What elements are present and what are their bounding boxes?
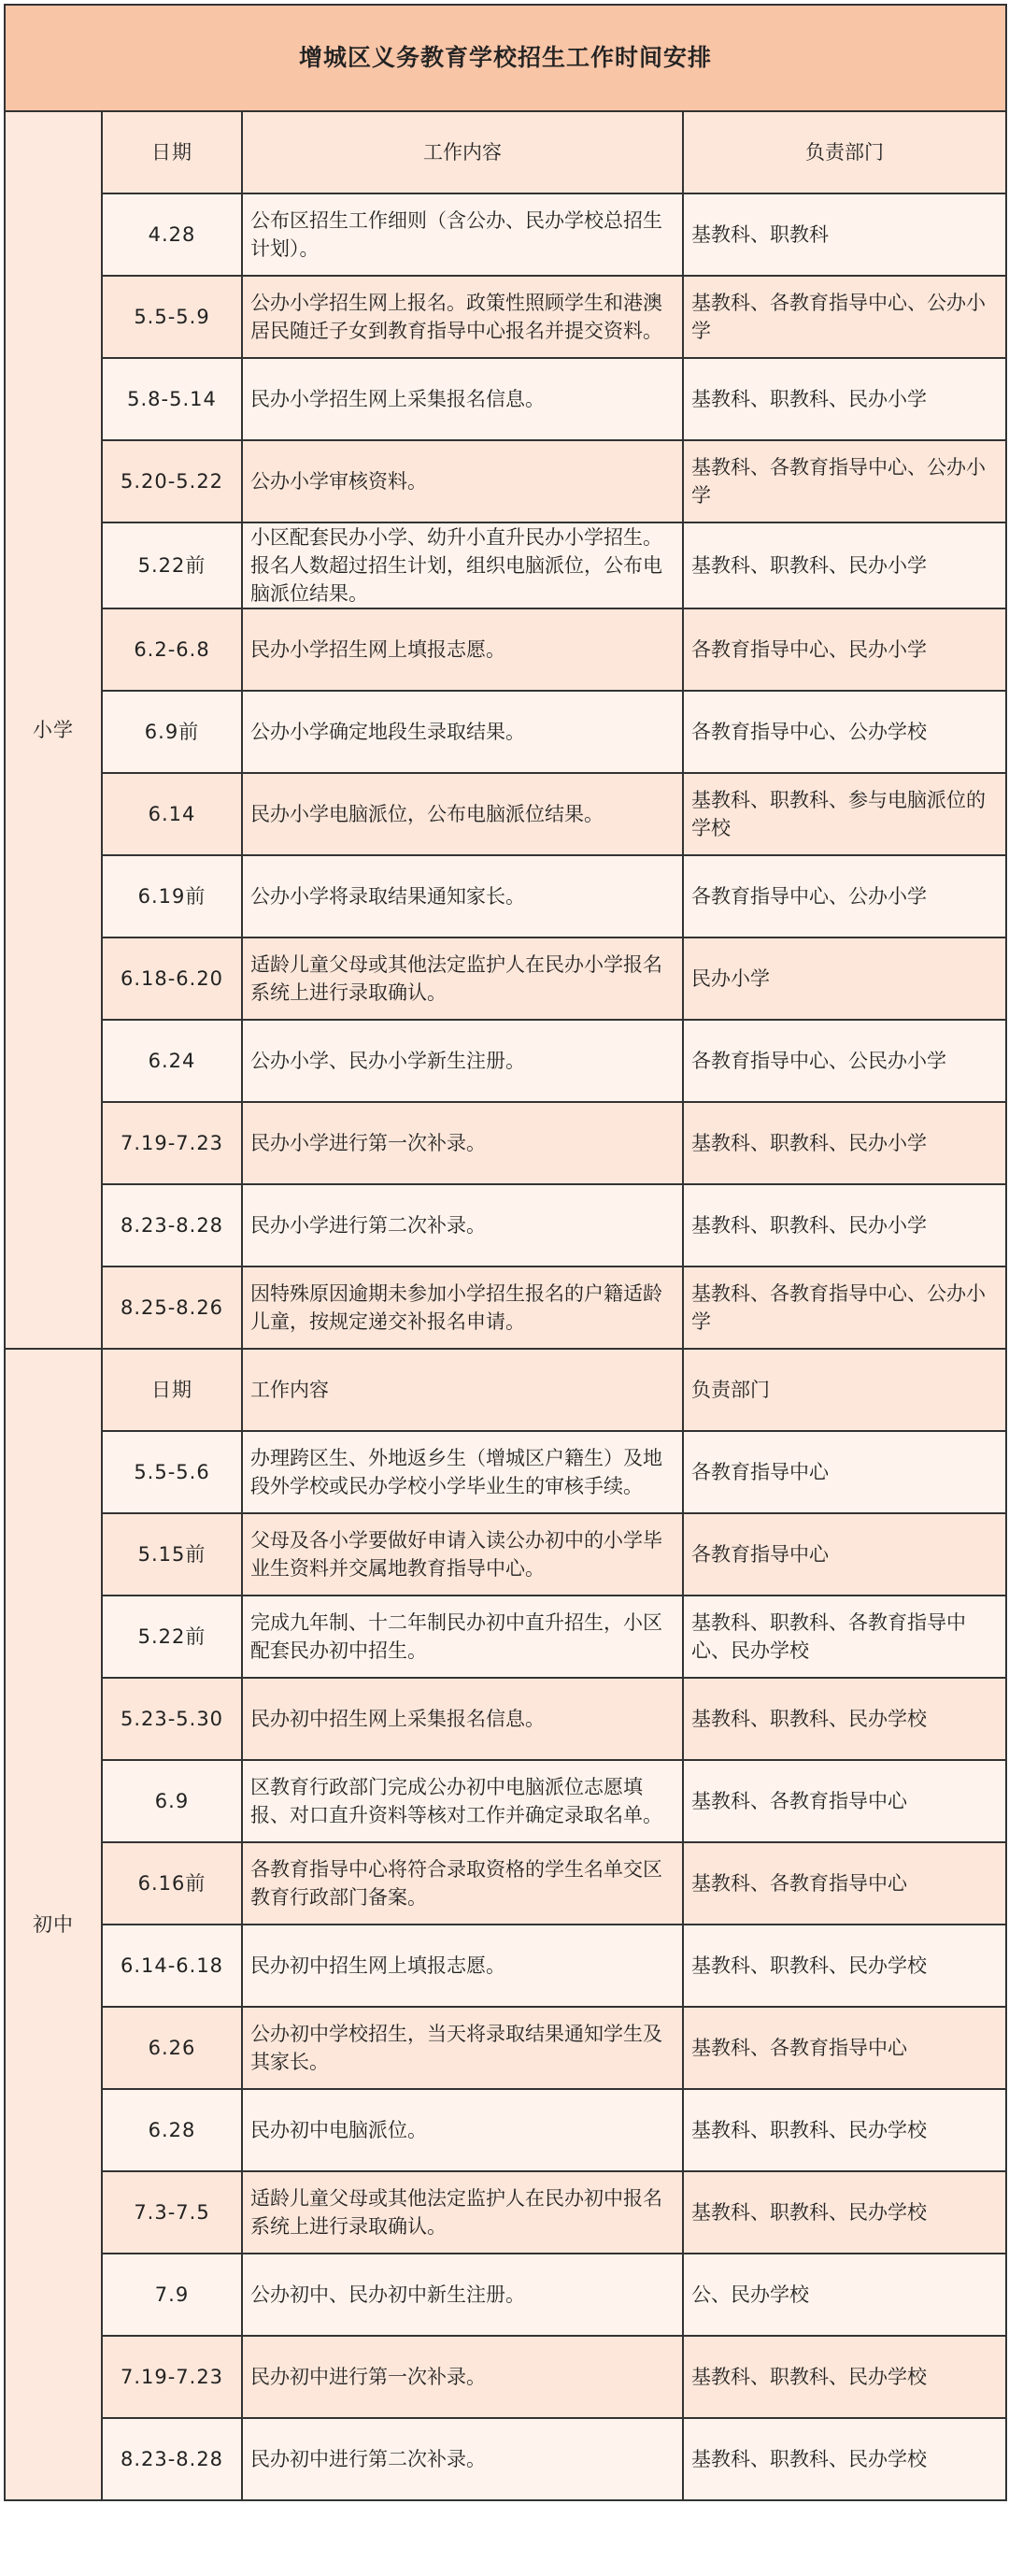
row-date: 7.19-7.23 [102,2336,242,2418]
row-date: 5.8-5.14 [102,358,242,440]
row-date: 6.18-6.20 [102,937,242,1020]
row-content: 民办小学招生网上填报志愿。 [242,608,683,691]
header-dept: 负责部门 [683,111,1006,193]
schedule-table [4,4,1007,2501]
row-date: 6.9前 [102,691,242,773]
section-header-row [5,111,1006,193]
row-date: 5.22前 [102,522,242,608]
header-date: 日期 [102,111,242,193]
row-department: 基教科、职教科、各教育指导中心、民办学校 [683,1596,1006,1678]
row-content: 小区配套民办小学、幼升小直升民办小学招生。报名人数超过招生计划，组织电脑派位，公布电脑派位结果。 [242,522,683,608]
row-content: 适龄儿童父母或其他法定监护人在民办小学报名系统上进行录取确认。 [242,937,683,1020]
table-row [5,1596,1006,1678]
row-date: 6.19前 [102,855,242,937]
row-date: 6.28 [102,2089,242,2171]
row-department: 各教育指导中心、公民办小学 [683,1020,1006,1102]
table-row [5,1760,1006,1842]
row-date: 7.19-7.23 [102,1102,242,1184]
row-content: 公办初中学校招生，当天将录取结果通知学生及其家长。 [242,2007,683,2089]
row-department: 基教科、职教科、民办小学 [683,358,1006,440]
row-date: 6.9 [102,1760,242,1842]
table-row [5,2336,1006,2418]
table-row [5,1925,1006,2007]
row-department: 基教科、职教科、民办小学 [683,522,1006,608]
table-row [5,691,1006,773]
row-content: 区教育行政部门完成公办初中电脑派位志愿填报、对口直升资料等核对工作并确定录取名单。 [242,1760,683,1842]
row-content: 公办小学、民办小学新生注册。 [242,1020,683,1102]
row-department: 基教科、职教科、民办学校 [683,2089,1006,2171]
row-content: 民办初中招生网上填报志愿。 [242,1925,683,2007]
table-row [5,937,1006,1020]
table-row [5,2254,1006,2336]
row-content: 各教育指导中心将符合录取资格的学生名单交区教育行政部门备案。 [242,1842,683,1925]
table-row [5,1020,1006,1102]
table-row [5,2007,1006,2089]
row-date: 8.25-8.26 [102,1267,242,1349]
table-row [5,855,1006,937]
table-row [5,276,1006,358]
table-row [5,1513,1006,1596]
row-date: 6.16前 [102,1842,242,1925]
row-department: 基教科、各教育指导中心、公办小学 [683,1267,1006,1349]
row-department: 基教科、职教科、民办学校 [683,2171,1006,2254]
row-department: 各教育指导中心、公办小学 [683,855,1006,937]
row-department: 各教育指导中心、民办小学 [683,608,1006,691]
row-date: 7.9 [102,2254,242,2336]
row-content: 公办小学招生网上报名。政策性照顾学生和港澳居民随迁子女到教育指导中心报名并提交资料。 [242,276,683,358]
table-row [5,1678,1006,1760]
row-department: 基教科、职教科 [683,193,1006,276]
row-department: 基教科、各教育指导中心 [683,1760,1006,1842]
row-content: 民办小学进行第二次补录。 [242,1184,683,1267]
row-date: 6.14 [102,773,242,855]
row-content: 民办小学进行第一次补录。 [242,1102,683,1184]
row-content: 父母及各小学要做好申请入读公办初中的小学毕业生资料并交属地教育指导中心。 [242,1513,683,1596]
row-date: 5.20-5.22 [102,440,242,522]
row-content: 民办初中电脑派位。 [242,2089,683,2171]
row-content: 公办小学将录取结果通知家长。 [242,855,683,937]
title-row [5,5,1006,111]
row-date: 8.23-8.28 [102,2418,242,2500]
page-title: 增城区义务教育学校招生工作时间安排 [5,5,1006,111]
table-row [5,2418,1006,2500]
row-content: 民办初中进行第一次补录。 [242,2336,683,2418]
table-row [5,1842,1006,1925]
row-date: 8.23-8.28 [102,1184,242,1267]
header-dept: 负责部门 [683,1349,1006,1431]
row-date: 6.24 [102,1020,242,1102]
row-department: 基教科、各教育指导中心 [683,2007,1006,2089]
row-date: 5.15前 [102,1513,242,1596]
section-header-row [5,1349,1006,1431]
row-date: 5.5-5.9 [102,276,242,358]
row-date: 5.5-5.6 [102,1431,242,1513]
row-content: 民办小学电脑派位，公布电脑派位结果。 [242,773,683,855]
table-row [5,358,1006,440]
table-row [5,440,1006,522]
row-content: 因特殊原因逾期未参加小学招生报名的户籍适龄儿童，按规定递交补报名申请。 [242,1267,683,1349]
table-row [5,2089,1006,2171]
header-content: 工作内容 [242,111,683,193]
table-row [5,1102,1006,1184]
row-date: 6.2-6.8 [102,608,242,691]
row-content: 民办初中招生网上采集报名信息。 [242,1678,683,1760]
row-department: 基教科、各教育指导中心、公办小学 [683,276,1006,358]
row-content: 公办初中、民办初中新生注册。 [242,2254,683,2336]
table-row [5,2171,1006,2254]
row-department: 基教科、职教科、民办学校 [683,2336,1006,2418]
row-department: 基教科、职教科、民办小学 [683,1102,1006,1184]
row-content: 适龄儿童父母或其他法定监护人在民办初中报名系统上进行录取确认。 [242,2171,683,2254]
row-department: 基教科、职教科、民办学校 [683,2418,1006,2500]
row-content: 公布区招生工作细则（含公办、民办学校总招生计划）。 [242,193,683,276]
row-content: 公办小学审核资料。 [242,440,683,522]
table-row [5,522,1006,608]
row-date: 5.23-5.30 [102,1678,242,1760]
header-date: 日期 [102,1349,242,1431]
table-row [5,193,1006,276]
row-department: 民办小学 [683,937,1006,1020]
row-content: 公办小学确定地段生录取结果。 [242,691,683,773]
row-department: 基教科、职教科、民办小学 [683,1184,1006,1267]
row-department: 公、民办学校 [683,2254,1006,2336]
row-department: 基教科、职教科、民办学校 [683,1678,1006,1760]
section-label: 小学 [5,111,102,1349]
row-department: 各教育指导中心 [683,1431,1006,1513]
table-row [5,1267,1006,1349]
row-date: 7.3-7.5 [102,2171,242,2254]
row-date: 6.26 [102,2007,242,2089]
row-department: 各教育指导中心 [683,1513,1006,1596]
row-department: 基教科、职教科、参与电脑派位的学校 [683,773,1006,855]
table-row [5,608,1006,691]
table-row [5,1184,1006,1267]
row-date: 4.28 [102,193,242,276]
header-content: 工作内容 [242,1349,683,1431]
row-content: 办理跨区生、外地返乡生（增城区户籍生）及地段外学校或民办学校小学毕业生的审核手续。 [242,1431,683,1513]
row-department: 基教科、职教科、民办学校 [683,1925,1006,2007]
table-row [5,1431,1006,1513]
row-department: 基教科、各教育指导中心 [683,1842,1006,1925]
row-department: 基教科、各教育指导中心、公办小学 [683,440,1006,522]
row-content: 完成九年制、十二年制民办初中直升招生，小区配套民办初中招生。 [242,1596,683,1678]
row-department: 各教育指导中心、公办学校 [683,691,1006,773]
row-date: 5.22前 [102,1596,242,1678]
section-label: 初中 [5,1349,102,2500]
row-date: 6.14-6.18 [102,1925,242,2007]
row-content: 民办初中进行第二次补录。 [242,2418,683,2500]
table-row [5,773,1006,855]
row-content: 民办小学招生网上采集报名信息。 [242,358,683,440]
